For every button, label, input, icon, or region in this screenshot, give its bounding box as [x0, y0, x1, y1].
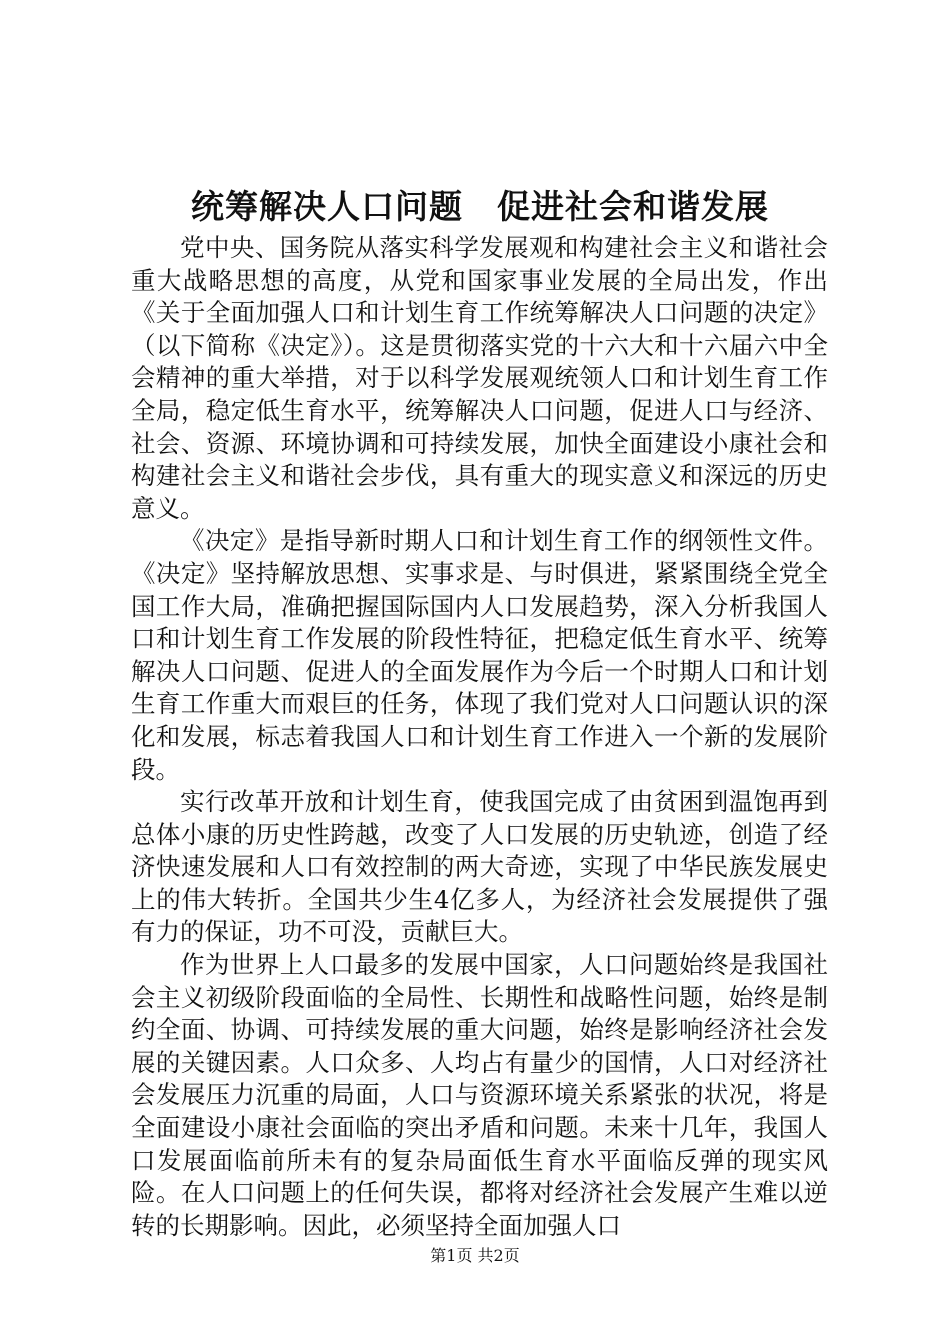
paragraph-2: 《决定》是指导新时期人口和计划生育工作的纲领性文件。《决定》坚持解放思想、实事求是、与时俱进，紧紧围绕全党全国工作大局，准确把握国际国内人口发展趋势，深入分析我国人口和计划生育工作发展的阶段性特征，把稳定低生育水平、统筹解决人口问题、促进人的全面发展作为今后一个时期人口和计划生育工作重大而艰巨的任务，体现了我们党对人口问题认识的深化和发展，标志着我国人口和计划生育工作进入一个新的发展阶段。 [131, 526, 828, 784]
paragraph-3: 实行改革开放和计划生育，使我国完成了由贫困到温饱再到总体小康的历史性跨越，改变了人口发展的历史轨迹，创造了经济快速发展和人口有效控制的两大奇迹，实现了中华民族发展史上的伟大转折。全国共少生4亿多人，为经济社会发展提供了强有力的保证，功不可没，贡献巨大。 [131, 787, 828, 947]
document-title: 统筹解决人口问题 促进社会和谐发展 [191, 187, 769, 226]
document-body [131, 232, 828, 1242]
paragraph-4: 作为世界上人口最多的发展中国家，人口问题始终是我国社会主义初级阶段面临的全局性、长期性和战略性问题，始终是制约全面、协调、可持续发展的重大问题，始终是影响经济社会发展的关键因素。人口众多、人均占有量少的国情，人口对经济社会发展压力沉重的局面，人口与资源环境关系紧张的状况，将是全面建设小康社会面临的突出矛盾和问题。未来十几年，我国人口发展面临前所未有的复杂局面低生育水平面临反弹的现实风险。在人口问题上的任何失误，都将对经济社会发展产生难以逆转的长期影响。因此，必须坚持全面加强人口 [131, 950, 828, 1240]
page-footer: 第1页 共2页 [430, 1246, 520, 1265]
paragraph-1: 党中央、国务院从落实科学发展观和构建社会主义和谐社会重大战略思想的高度，从党和国家事业发展的全局出发，作出《关于全面加强人口和计划生育工作统筹解决人口问题的决定》（以下简称《决定》）。这是贯彻落实党的十六大和十六届六中全会精神的重大举措，对于以科学发展观统领人口和计划生育工作全局，稳定低生育水平，统筹解决人口问题，促进人口与经济、社会、资源、环境协调和可持续发展，加快全面建设小康社会和构建社会主义和谐社会步伐，具有重大的现实意义和深远的历史意义。 [131, 233, 828, 523]
